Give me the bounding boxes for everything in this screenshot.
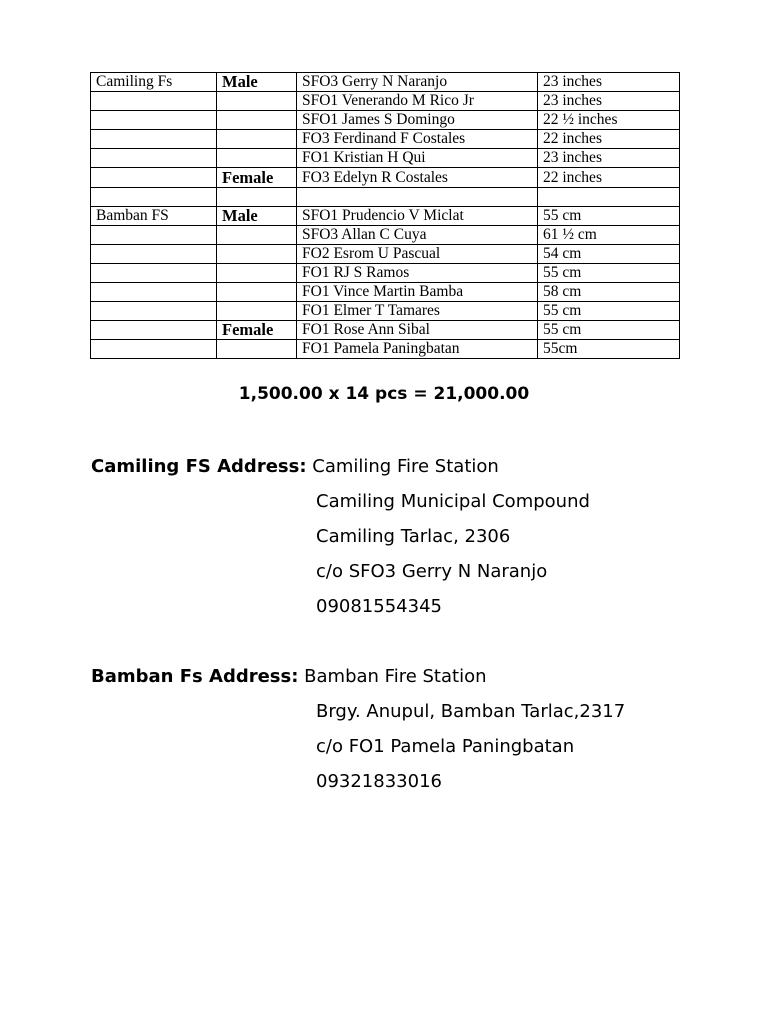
- name-cell: FO2 Esrom U Pascual: [297, 244, 538, 263]
- station-cell: Bamban FS: [91, 206, 217, 225]
- name-cell: FO1 Pamela Paningbatan: [297, 340, 538, 359]
- gender-cell: Male: [217, 206, 297, 225]
- camiling-address-line-5: 09081554345: [316, 596, 442, 617]
- gender-cell: Female: [217, 321, 297, 340]
- name-cell: SFO3 Gerry N Naranjo: [297, 73, 538, 92]
- name-cell: FO1 RJ S Ramos: [297, 263, 538, 282]
- bamban-address-line-3: c/o FO1 Pamela Paningbatan: [316, 736, 575, 757]
- size-cell: 61 ½ cm: [538, 225, 680, 244]
- station-cell: [91, 187, 217, 206]
- gender-cell: [217, 263, 297, 282]
- bamban-address-first-line: [91, 665, 487, 689]
- table-row: [91, 321, 680, 340]
- table-row: [91, 187, 680, 206]
- size-cell: 23 inches: [538, 92, 680, 111]
- station-cell: [91, 263, 217, 282]
- station-cell: [91, 149, 217, 168]
- station-cell: [91, 340, 217, 359]
- gender-cell: [217, 283, 297, 302]
- station-cell: [91, 321, 217, 340]
- gender-cell: [217, 244, 297, 263]
- name-cell: FO1 Rose Ann Sibal: [297, 321, 538, 340]
- name-cell: FO3 Ferdinand F Costales: [297, 130, 538, 149]
- size-cell: 22 inches: [538, 168, 680, 187]
- camiling-address-label: Camiling FS Address:: [91, 456, 307, 477]
- station-cell: [91, 168, 217, 187]
- gender-cell: [217, 111, 297, 130]
- size-cell: 55 cm: [538, 263, 680, 282]
- size-cell: 55 cm: [538, 302, 680, 321]
- name-cell: FO1 Elmer T Tamares: [297, 302, 538, 321]
- table-row: [91, 149, 680, 168]
- size-cell: 23 inches: [538, 73, 680, 92]
- bamban-address-line-1: Bamban Fire Station: [304, 666, 487, 687]
- name-cell: SFO3 Allan C Cuya: [297, 225, 538, 244]
- table-row: [91, 73, 680, 92]
- station-cell: [91, 225, 217, 244]
- name-cell: SFO1 James S Domingo: [297, 111, 538, 130]
- size-cell: 55 cm: [538, 206, 680, 225]
- station-cell: [91, 283, 217, 302]
- table-row: [91, 244, 680, 263]
- table-row: [91, 130, 680, 149]
- station-cell: [91, 244, 217, 263]
- gender-cell: Female: [217, 168, 297, 187]
- name-cell: FO1 Kristian H Qui: [297, 149, 538, 168]
- size-cell: 22 inches: [538, 130, 680, 149]
- camiling-address-line-1: Camiling Fire Station: [312, 456, 499, 477]
- name-cell: SFO1 Prudencio V Miclat: [297, 206, 538, 225]
- name-cell: SFO1 Venerando M Rico Jr: [297, 92, 538, 111]
- size-cell: [538, 187, 680, 206]
- station-cell: [91, 130, 217, 149]
- table-row: [91, 340, 680, 359]
- camiling-address-line-4: c/o SFO3 Gerry N Naranjo: [316, 561, 548, 582]
- size-cell: 55cm: [538, 340, 680, 359]
- table-row: [91, 302, 680, 321]
- table-row: [91, 206, 680, 225]
- bamban-address-line-2: Brgy. Anupul, Bamban Tarlac,2317: [316, 701, 626, 722]
- table-row: [91, 168, 680, 187]
- station-cell: Camiling Fs: [91, 73, 217, 92]
- name-cell: [297, 187, 538, 206]
- table-row: [91, 225, 680, 244]
- size-cell: 55 cm: [538, 321, 680, 340]
- gender-cell: [217, 340, 297, 359]
- size-cell: 23 inches: [538, 149, 680, 168]
- name-cell: FO1 Vince Martin Bamba: [297, 283, 538, 302]
- gender-cell: [217, 225, 297, 244]
- table-row: [91, 263, 680, 282]
- gender-cell: [217, 130, 297, 149]
- table-row: [91, 111, 680, 130]
- station-cell: [91, 111, 217, 130]
- bamban-address-label: Bamban Fs Address:: [91, 666, 299, 687]
- table-row: [91, 92, 680, 111]
- gender-cell: [217, 187, 297, 206]
- gender-cell: Male: [217, 73, 297, 92]
- station-cell: [91, 92, 217, 111]
- bamban-address-line-4: 09321833016: [316, 771, 442, 792]
- size-cell: 58 cm: [538, 283, 680, 302]
- station-cell: [91, 302, 217, 321]
- size-cell: 22 ½ inches: [538, 111, 680, 130]
- roster-body: [91, 73, 680, 359]
- camiling-address-line-2: Camiling Municipal Compound: [316, 491, 590, 512]
- roster-table: [90, 72, 680, 359]
- camiling-address-first-line: [91, 455, 499, 479]
- gender-cell: [217, 92, 297, 111]
- name-cell: FO3 Edelyn R Costales: [297, 168, 538, 187]
- size-cell: 54 cm: [538, 244, 680, 263]
- gender-cell: [217, 302, 297, 321]
- total-formula: 1,500.00 x 14 pcs = 21,000.00: [238, 384, 530, 404]
- table-row: [91, 283, 680, 302]
- gender-cell: [217, 149, 297, 168]
- camiling-address-line-3: Camiling Tarlac, 2306: [316, 526, 511, 547]
